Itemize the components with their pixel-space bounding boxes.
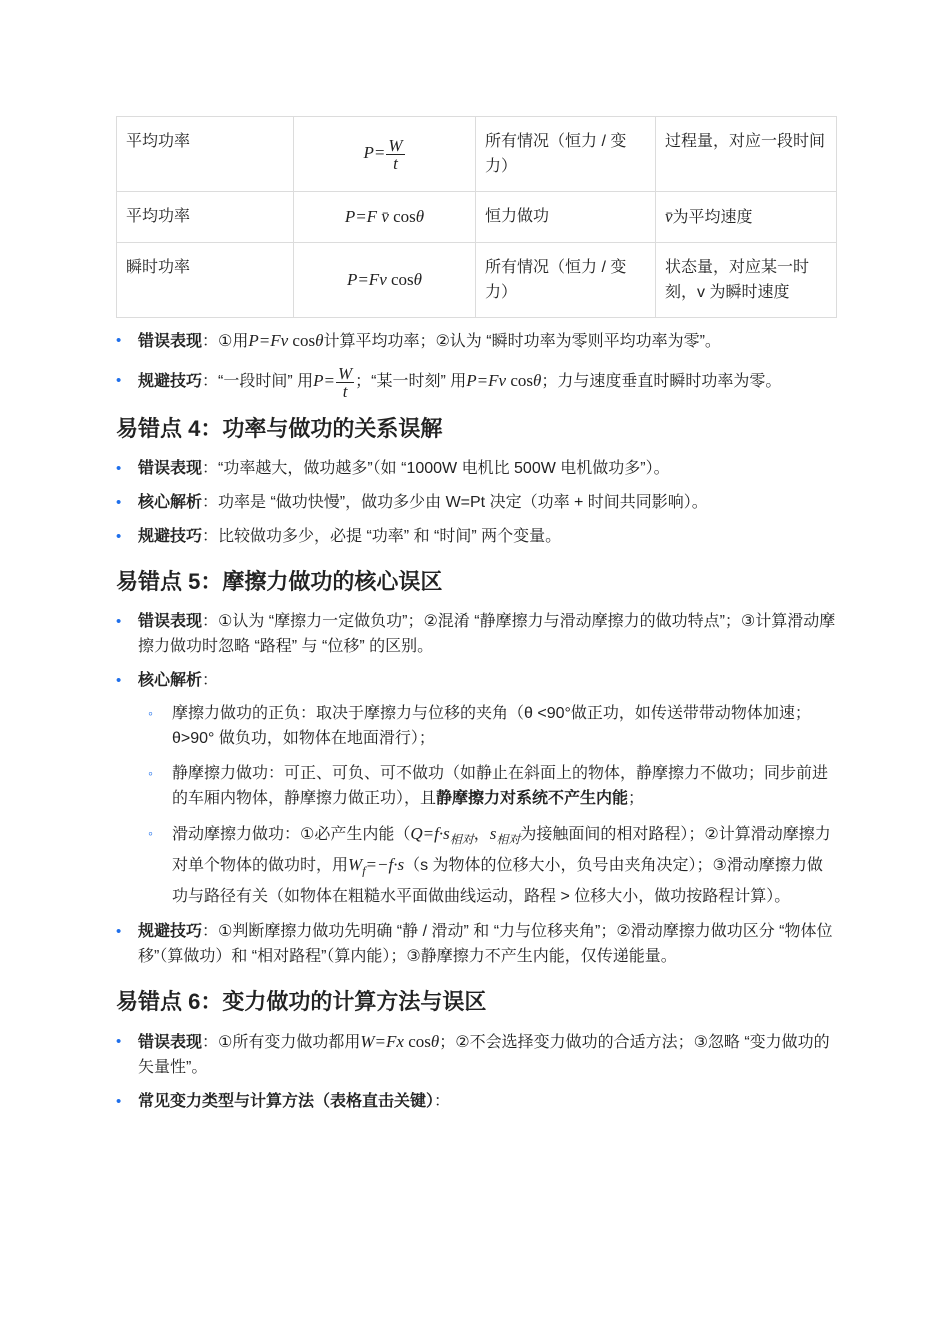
list-item: • 核心解析： ◦ 摩擦力做功的正负：取决于摩擦力与位移的夹角（θ <90°做正功，如传送带带动物体加速；θ>90° 做负功，如物体在地面滑行）； ◦ 静摩擦力做功：可正、可负、可不做功（如静止在斜面上的物体，静摩擦力不做功；同步前进的车厢内物体，静摩擦力做正功），且静摩擦力对系统不产生内能； ◦ 滑动摩擦力做功：①必产生内能（$Q=f\cdot s_{相对}$，$s_{相对}$为接触面间的相对路程）；②计算滑动摩擦力对单个物体的做功时，用$W_f=-f\cdot s(s$ 为物体的位移大小，负号由夹角决定）；③滑动摩擦力做功与路径有关（如物体在粗糙水平面做曲线运动，路程 > 位移大小，做功按路程计算）。	[116, 668, 836, 909]
list-item: • 规避技巧：①判断摩擦力做功先明确 “静 / 滑动” 和 “力与位移夹角”；②滑动摩擦力做功区分 “物体位移”（算做功）和 “相对路程”（算内能）；③静摩擦力不产生内能，仅传递能量。	[116, 919, 836, 969]
list-item: • 核心解析：功率是 “做功快慢”，做功多少由 W=Pt 决定（功率 + 时间共同影响）。	[116, 490, 836, 515]
table-cell-note: 过程量，对应一段时间	[656, 117, 837, 192]
core-analysis-sublist	[138, 701, 836, 909]
sub-list-item: ◦ 摩擦力做功的正负：取决于摩擦力与位移的夹角（θ <90°做正功，如传送带带动物体加速；θ>90° 做负功，如物体在地面滑行）；	[138, 701, 836, 751]
section5-list	[116, 609, 836, 969]
table-cell-type: 平均功率	[117, 192, 294, 243]
table-cell-note: 状态量，对应某一时刻，v 为瞬时速度	[656, 243, 837, 318]
table-cell-formula	[294, 117, 476, 192]
list-item: • 错误表现：①用P=Fv cosθ计算平均功率；②认为 “瞬时功率为零则平均功率为零”。	[116, 328, 836, 354]
sub-list-item: ◦ 滑动摩擦力做功：①必产生内能（$Q=f\cdot s_{相对}$，$s_{相对}$为接触面间的相对路程）；②计算滑动摩擦力对单个物体的做功时，用$W_f=-f\cdot s(s$ 为物体的位移大小，负号由夹角决定）；③滑动摩擦力做功与路径有关（如物体在粗糙水平面做曲线运动，路程 > 位移大小，做功按路程计算）。	[138, 821, 836, 909]
section6-list	[116, 1029, 836, 1114]
list-item: • 规避技巧：比较做功多少，必提 “功率” 和 “时间” 两个变量。	[116, 524, 836, 549]
list-item: • 错误表现：①所有变力做功都用W=Fx cosθ；②不会选择变力做功的合适方法；③忽略 “变力做功的矢量性”。	[116, 1029, 836, 1080]
table-cell-type: 平均功率	[117, 117, 294, 192]
section4-heading: 易错点 4：功率与做功的关系误解	[116, 416, 443, 441]
formula-p-w-over-t: P= $\frac{W}{t}$	[363, 135, 403, 173]
table-row	[117, 117, 837, 192]
table-row	[117, 243, 837, 318]
section6-heading: 易错点 6：变力做功的计算方法与误区	[116, 988, 487, 1014]
table-cell-condition: 所有情况（恒力 / 变力）	[476, 243, 656, 318]
table-cell-condition: 恒力做功	[476, 192, 656, 243]
table-cell-note: v̄为平均速度	[656, 192, 837, 243]
table-row	[117, 192, 837, 243]
power-formula-table	[116, 116, 837, 318]
sub-list-item: ◦ 静摩擦力做功：可正、可负、可不做功（如静止在斜面上的物体，静摩擦力不做功；同步前进的车厢内物体，静摩擦力做正功），且静摩擦力对系统不产生内能；	[138, 761, 836, 811]
section3-tail-list	[116, 328, 836, 400]
list-item: • 常见变力类型与计算方法（表格直击关键）：	[116, 1089, 836, 1114]
section5-heading: 易错点 5：摩擦力做功的核心误区	[116, 569, 443, 594]
document-page	[116, 116, 836, 1123]
formula-p-f-vbar-cos: P=F v̄ cosθ	[344, 207, 425, 226]
table-cell-type: 瞬时功率	[117, 243, 294, 318]
list-item: • 错误表现：①认为 “摩擦力一定做负功”；②混淆 “静摩擦力与滑动摩擦力的做功特点”；③计算滑动摩擦力做功时忽略 “路程” 与 “位移” 的区别。	[116, 609, 836, 659]
table-cell-condition: 所有情况（恒力 / 变力）	[476, 117, 656, 192]
section4-list	[116, 456, 836, 549]
list-item: • 错误表现：“功率越大，做功越多”（如 “1000W 电机比 500W 电机做功多”）。	[116, 456, 836, 481]
table-cell-formula	[294, 243, 476, 318]
list-item: • 规避技巧：“一段时间” 用P= $\frac{W}{t}$ ；“某一时刻” 用P=Fv cosθ；力与速度垂直时瞬时功率为零。	[116, 363, 836, 400]
table-cell-formula	[294, 192, 476, 243]
formula-p-fv-cos: P=Fv cosθ	[346, 270, 423, 289]
